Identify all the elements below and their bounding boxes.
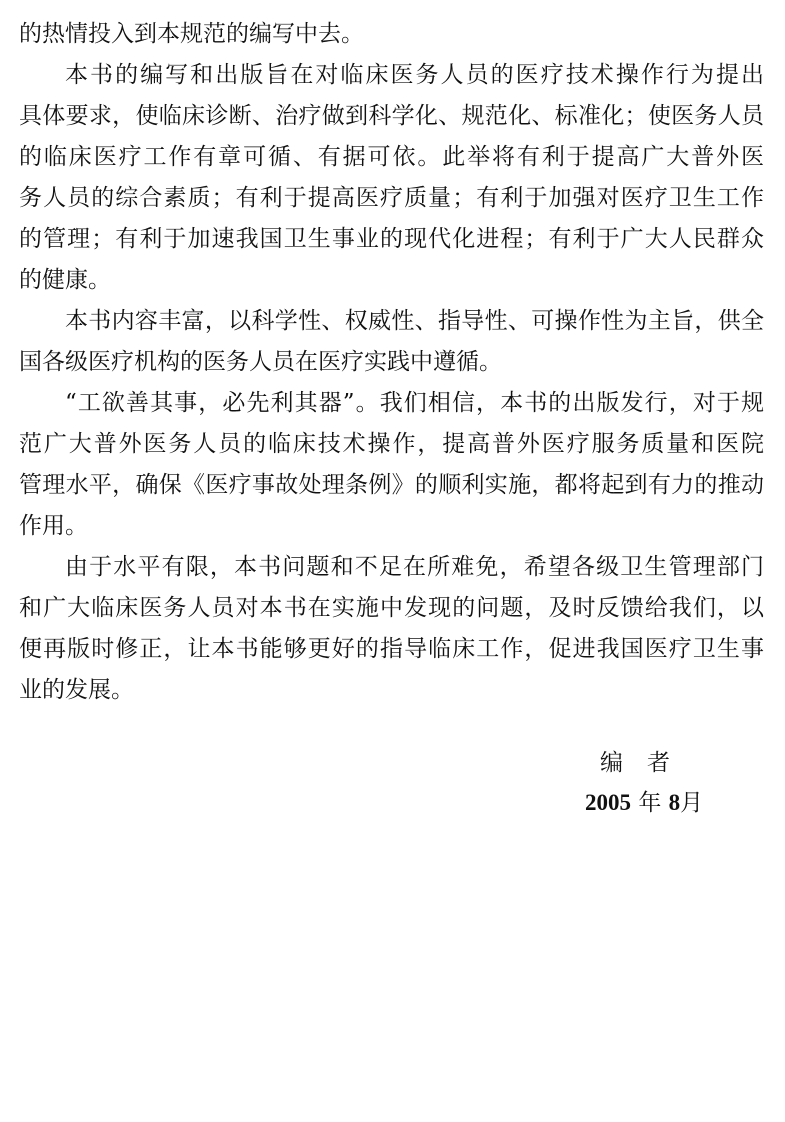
paragraph (19, 55, 764, 301)
text-line: 国各级医疗机构的医务人员在医疗实践中遵循。 (19, 349, 502, 375)
text-line: 具体要求，使临床诊断、治疗做到科学化、规范化、标准化；使医务人员 (19, 103, 764, 129)
paragraph (19, 383, 764, 547)
text-line: 的管理；有利于加速我国卫生事业的现代化进程；有利于广大人民群众 (19, 226, 764, 252)
text-line: 业的发展。 (19, 677, 134, 703)
signature-author: 编者 (600, 750, 694, 776)
text-line: 本书内容丰富，以科学性、权威性、指导性、可操作性为主旨，供全 (65, 308, 764, 334)
text-line: 和广大临床医务人员对本书在实施中发现的问题，及时反馈给我们，以 (19, 595, 764, 621)
signature-date (585, 788, 703, 818)
text-line: 本书的编写和出版旨在对临床医务人员的医疗技术操作行为提出 (65, 62, 764, 88)
paragraph (19, 14, 764, 55)
signature-month-unit: 月 (680, 790, 704, 816)
text-line: 务人员的综合素质；有利于提高医疗质量；有利于加强对医疗卫生工作 (19, 185, 764, 211)
signature-month: 8 (668, 790, 681, 815)
text-line: 的临床医疗工作有章可循、有据可依。此举将有利于提高广大普外医 (19, 144, 764, 170)
text-line: “工欲善其事，必先利其器”。我们相信，本书的出版发行，对于规 (65, 390, 764, 416)
text-line: 的健康。 (19, 267, 111, 293)
signature-year: 2005 (585, 790, 631, 815)
document-body (19, 14, 764, 711)
text-line: 的热情投入到本规范的编写中去。 (19, 21, 364, 47)
signature-year-unit: 年 (638, 790, 662, 816)
text-line: 范广大普外医务人员的临床技术操作，提高普外医疗服务质量和医院 (19, 431, 764, 457)
text-line: 管理水平，确保《医疗事故处理条例》的顺利实施，都将起到有力的推动 (19, 472, 764, 498)
text-line: 便再版时修正，让本书能够更好的指导临床工作，促进我国医疗卫生事 (19, 636, 764, 662)
text-line: 由于水平有限，本书问题和不足在所难免，希望各级卫生管理部门 (65, 554, 764, 580)
paragraph (19, 301, 764, 383)
paragraph (19, 547, 764, 711)
text-line: 作用。 (19, 513, 88, 539)
